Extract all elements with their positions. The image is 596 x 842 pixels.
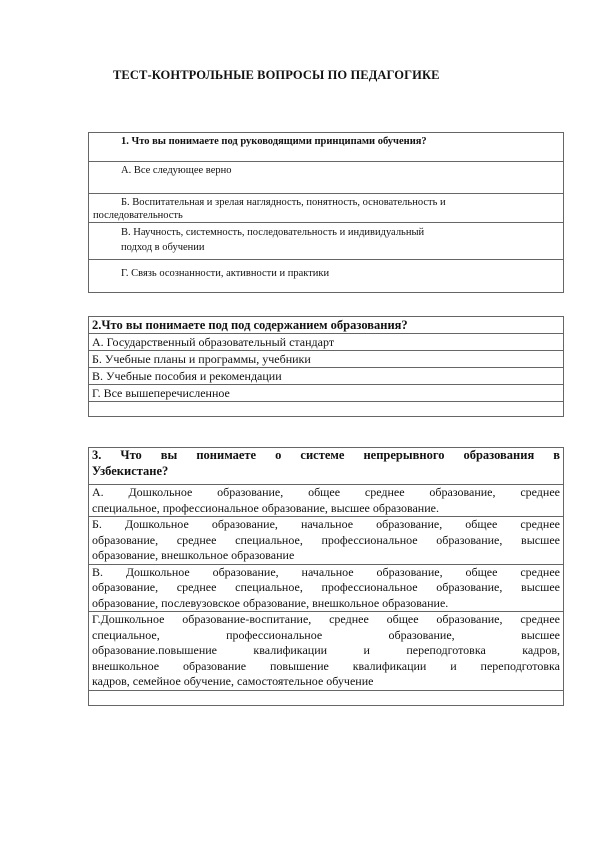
answer-3a [89,485,564,517]
answer-3b [89,517,564,565]
answer-3b-line1: Б. Дошкольное образование, начальное образование, общее среднее [92,517,560,531]
answer-3d-line2: специальное, профессиональное образование, высшее [92,627,560,642]
answer-3d [89,612,564,691]
question-3-table [88,447,564,706]
answer-1b-line1: Б. Воспитательная и зрелая наглядность, понятность, основательность и [121,197,446,208]
answer-3d-line5: кадров, семейное обучение, самостоятельное обучение [92,674,374,688]
question-3 [89,448,564,485]
answer-1d: Г. Связь осознанности, активности и практики [89,260,564,293]
question-1-table [88,132,564,293]
answer-1b-line2: последовательность [93,210,183,221]
page-title: ТЕСТ-КОНТРОЛЬНЫЕ ВОПРОСЫ ПО ПЕДАГОГИКЕ [113,68,440,82]
answer-1c-line1: В. Научность, системность, последовательность и индивидуальный [121,227,425,238]
answer-3c-line2: образование, среднее специальное, профессиональное образование, высшее [92,580,560,594]
answer-1c-line2: подход в обучении [121,242,205,253]
answer-2b: Б. Учебные планы и программы, учебники [89,351,564,368]
empty-row [89,690,564,705]
answer-1c [89,223,564,260]
answer-3d-line3: образование.повышение квалификации и переподготовка кадров, [92,643,560,657]
question-2: 2.Что вы понимаете под под содержанием образования? [89,317,564,334]
empty-row [89,402,564,417]
answer-2c: В. Учебные пособия и рекомендации [89,368,564,385]
question-1: 1. Что вы понимаете под руководящими принципами обучения? [89,133,564,162]
answer-1a: А. Все следующее верно [89,162,564,194]
answer-3c-line3: образование, послевузовское образование, внешкольное образование. [92,595,449,610]
answer-1b [89,194,564,223]
answer-3d-line4: внешкольное образование повышение квалификации и переподготовка [92,658,560,673]
answer-3d-line1: Г.Дошкольное образование-воспитание, среднее общее образование, среднее [92,612,560,626]
answer-3b-line3: образование, внешкольное образование [92,548,295,562]
question-2-table [88,316,564,417]
answer-2a: А. Государственный образовательный стандарт [89,334,564,351]
answer-2d: Г. Все вышеперечисленное [89,385,564,402]
question-3-line1: 3. Что вы понимаете о системе непрерывного образования в [92,448,560,462]
answer-3a-line2: специальное, профессиональное образование, высшее образование. [92,500,439,515]
question-3-line2: Узбекистане? [92,463,169,478]
answer-3a-line1: А. Дошкольное образование, общее среднее образование, среднее [92,485,560,499]
answer-3c-line1: В. Дошкольное образование, начальное образование, общее среднее [92,564,560,579]
answer-3c [89,564,564,612]
answer-3b-line2: образование, среднее специальное, профессиональное образование, высшее [92,532,560,547]
